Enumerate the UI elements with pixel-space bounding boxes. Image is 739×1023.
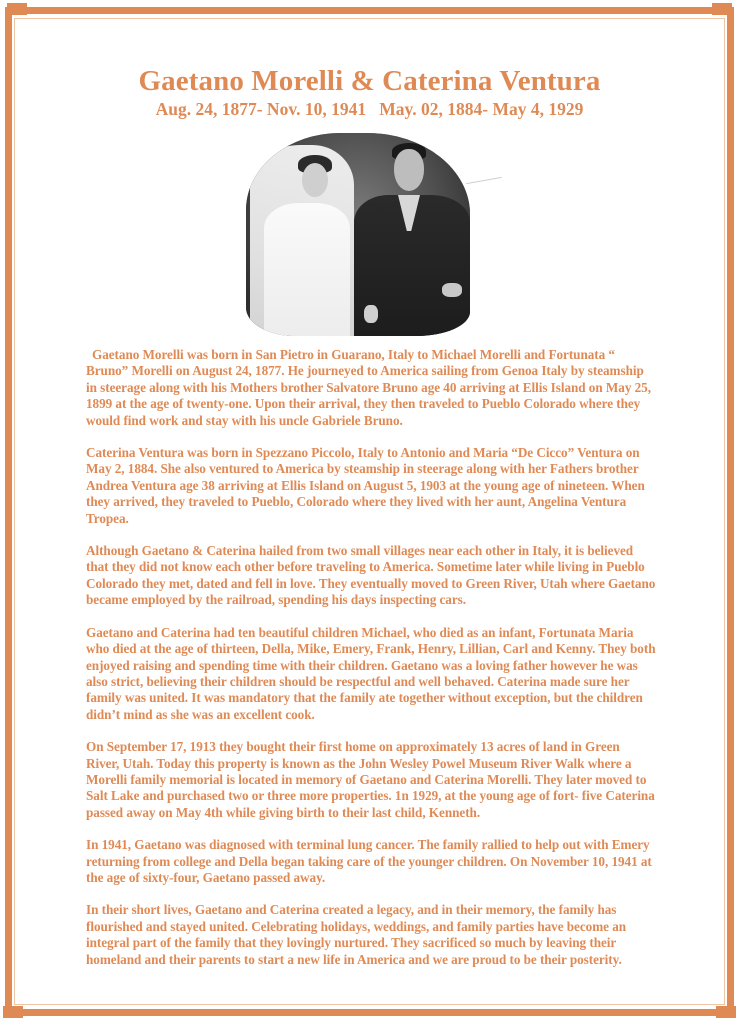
border-corner-bottom-right <box>716 1006 736 1018</box>
groom-hand-left <box>364 305 378 323</box>
border-corner-bottom-left <box>3 1006 23 1018</box>
groom-face <box>394 149 424 191</box>
page-title: Gaetano Morelli & Caterina Ventura <box>138 65 601 97</box>
bride-face <box>302 163 328 197</box>
wedding-photo <box>246 133 470 336</box>
border-corner-top-right <box>712 3 732 15</box>
border-notch-top-right <box>734 0 739 20</box>
groom-hand-right <box>442 283 462 297</box>
paragraph-gaetano-death: In 1941, Gaetano was diagnosed with terminal lung cancer. The family rallied to help out with Emery returning from college and Della began taking care of the younger children. On November 10, 1941 at the age of sixty-four, Gaetano passed away. <box>86 837 652 885</box>
paragraph-children: Gaetano and Caterina had ten beautiful children Michael, who died as an infant, Fortunata Maria who died at the age of thirteen, Della, Mike, Emery, Frank, Henry, Lillian, Carl and Kenny. They both enjoyed raising and spending time with their children. Gaetano was a loving father however he was also strict, believing their children should be respectful and well behaved. Caterina made sure her family was united. It was mandatory that the family ate together without exception, but the children didn’t mind as she was an excellent cook. <box>86 624 656 722</box>
paragraph-legacy: In their short lives, Gaetano and Caterina created a legacy, and in their memory, the family has flourished and stayed united. Celebrating holidays, weddings, and family parties have become an integral part of the family that they lovingly nurtured. They sacrificed so much by leaving their homeland and their parents to start a new life in America and we are proud to be their posterity. <box>86 902 627 967</box>
bride-dress <box>264 203 350 336</box>
border-notch-top-left <box>0 0 5 20</box>
border-corner-top-left <box>7 3 27 15</box>
paragraph-gaetano-origin: Gaetano Morelli was born in San Pietro in Guarano, Italy to Michael Morelli and Fortunata “ Bruno” Morelli on August 24, 1877. He journeyed to America sailing from Genoa Italy by steamship in steerage along with his Mothers brother Salvatore Bruno age 40 arriving at Ellis Island on May 25, 1899 at the age of twenty-one. Upon their arrival, they then traveled to Pueblo Colorado where they would find work and stay with his uncle Gabriele Bruno. <box>86 347 651 428</box>
paragraph-meeting: Although Gaetano & Caterina hailed from two small villages near each other in Italy, it is believed that they did not know each other before traveling to America. Sometime later while living in Pueblo Colorado they met, dated and fell in love. They eventually moved to Green River, Utah where Gaetano became employed by the railroad, spending his days inspecting cars. <box>86 543 656 608</box>
life-dates: Aug. 24, 1877- Nov. 10, 1941 May. 02, 1884- May 4, 1929 <box>155 99 584 119</box>
paragraph-home: On September 17, 1913 they bought their first home on approximately 13 acres of land in Green River, Utah. Today this property is known as the John Wesley Powel Museum River Walk where a Morelli family memorial is located in memory of Gaetano and Caterina Morelli. They later moved to Salt Lake and purchased two or three more properties. 1n 1929, at the young age of fort- five Caterina passed away on May 4th while giving birth to their last child, Kenneth. <box>86 739 655 820</box>
border-notch-bottom-left <box>0 1007 3 1023</box>
biography-text <box>86 347 656 984</box>
paragraph-caterina-origin: Caterina Ventura was born in Spezzano Piccolo, Italy to Antonio and Maria “De Cicco” Ventura on May 2, 1884. She also ventured to America by steamship in steerage along with her Fathers brother Andrea Ventura age 38 arriving at Ellis Island on August 5, 1903 at the young age of nineteen. When they arrived, they traveled to Pueblo, Colorado where they lived with her aunt, Angelina Ventura Tropea. <box>86 445 645 526</box>
